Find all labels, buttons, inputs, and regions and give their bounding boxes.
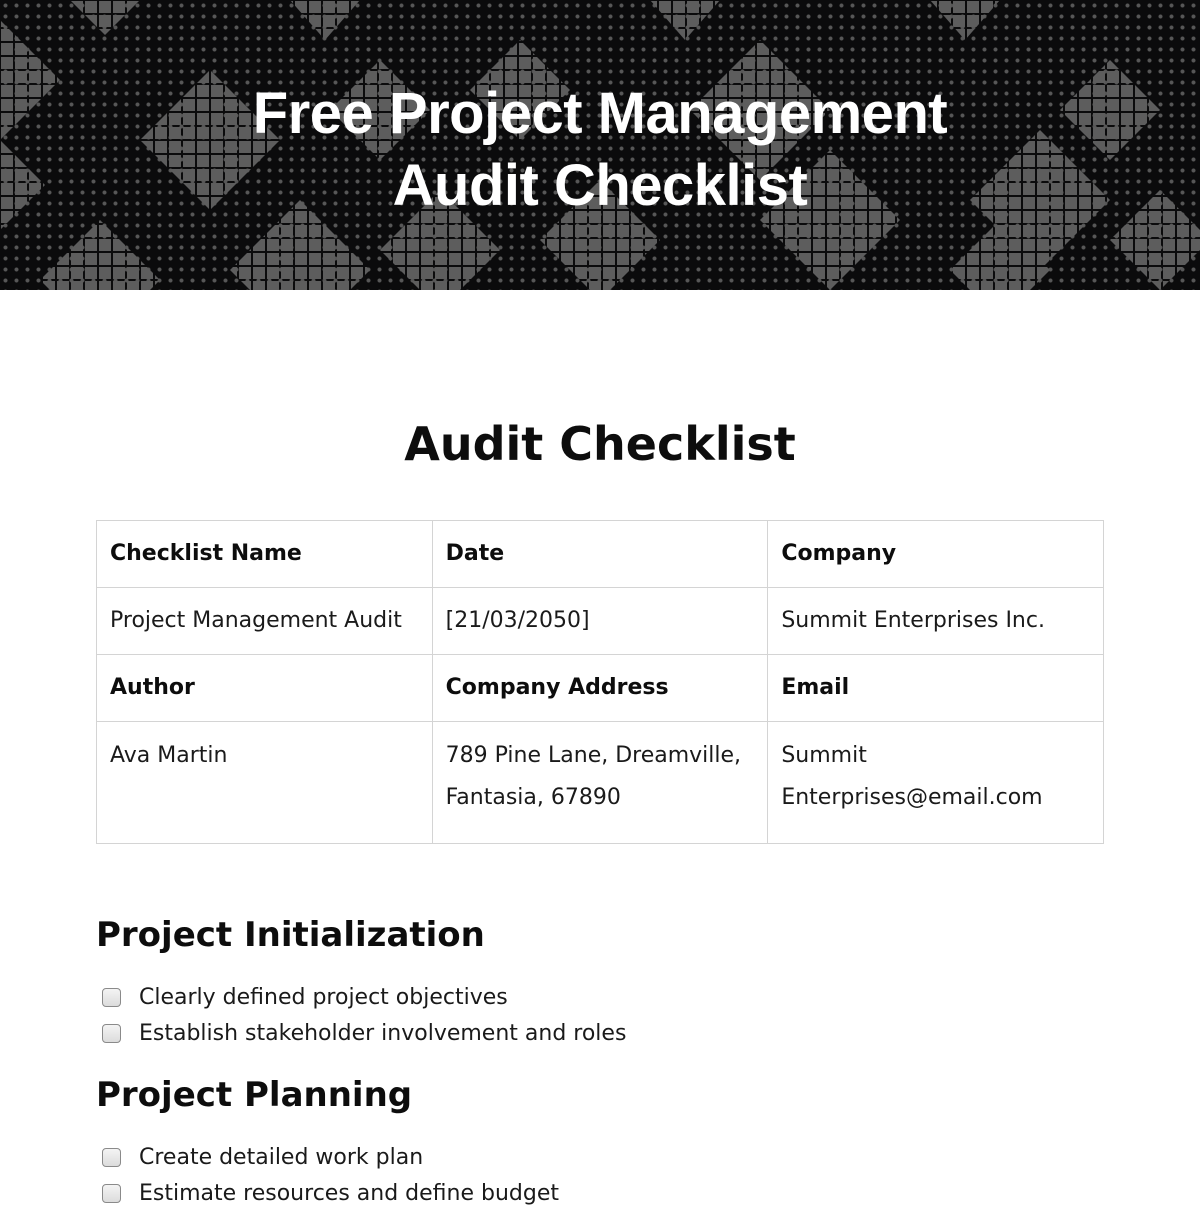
header-email: Email	[768, 655, 1104, 722]
header-company-address: Company Address	[432, 655, 768, 722]
list-item	[102, 1139, 559, 1175]
checklist-project-initialization	[102, 979, 626, 1051]
table-row	[97, 722, 1104, 844]
checkbox[interactable]	[102, 1024, 121, 1043]
banner-title	[0, 78, 1200, 222]
table-row	[97, 521, 1104, 588]
banner-title-line2: Audit Checklist	[392, 153, 808, 218]
value-date: [21/03/2050]	[432, 588, 768, 655]
header-checklist-name: Checklist Name	[97, 521, 433, 588]
header-date: Date	[432, 521, 768, 588]
checklist-item-label: Create detailed work plan	[139, 1144, 424, 1170]
list-item	[102, 1175, 559, 1211]
checklist-item-label: Estimate resources and define budget	[139, 1180, 559, 1206]
header-company: Company	[768, 521, 1104, 588]
checkbox[interactable]	[102, 1148, 121, 1167]
value-company: Summit Enterprises Inc.	[768, 588, 1104, 655]
section-heading-project-planning: Project Planning	[96, 1075, 413, 1115]
value-checklist-name: Project Management Audit	[97, 588, 433, 655]
checkbox[interactable]	[102, 988, 121, 1007]
section-heading-project-initialization: Project Initialization	[96, 915, 485, 955]
header-banner	[0, 0, 1200, 290]
value-company-address: 789 Pine Lane, Dreamville, Fantasia, 67890	[432, 722, 768, 844]
page-title: Audit Checklist	[404, 417, 796, 471]
table-row	[97, 655, 1104, 722]
banner-title-line1: Free Project Management	[252, 81, 948, 146]
table-row	[97, 588, 1104, 655]
value-email: Summit Enterprises@email.com	[768, 722, 1104, 844]
checklist-item-label: Establish stakeholder involvement and roles	[139, 1020, 627, 1046]
audit-info-table	[96, 520, 1104, 844]
header-author: Author	[97, 655, 433, 722]
list-item	[102, 1015, 626, 1051]
checklist-project-planning	[102, 1139, 559, 1211]
checklist-item-label: Clearly defined project objectives	[139, 984, 508, 1010]
value-author: Ava Martin	[97, 722, 433, 844]
list-item	[102, 979, 626, 1015]
